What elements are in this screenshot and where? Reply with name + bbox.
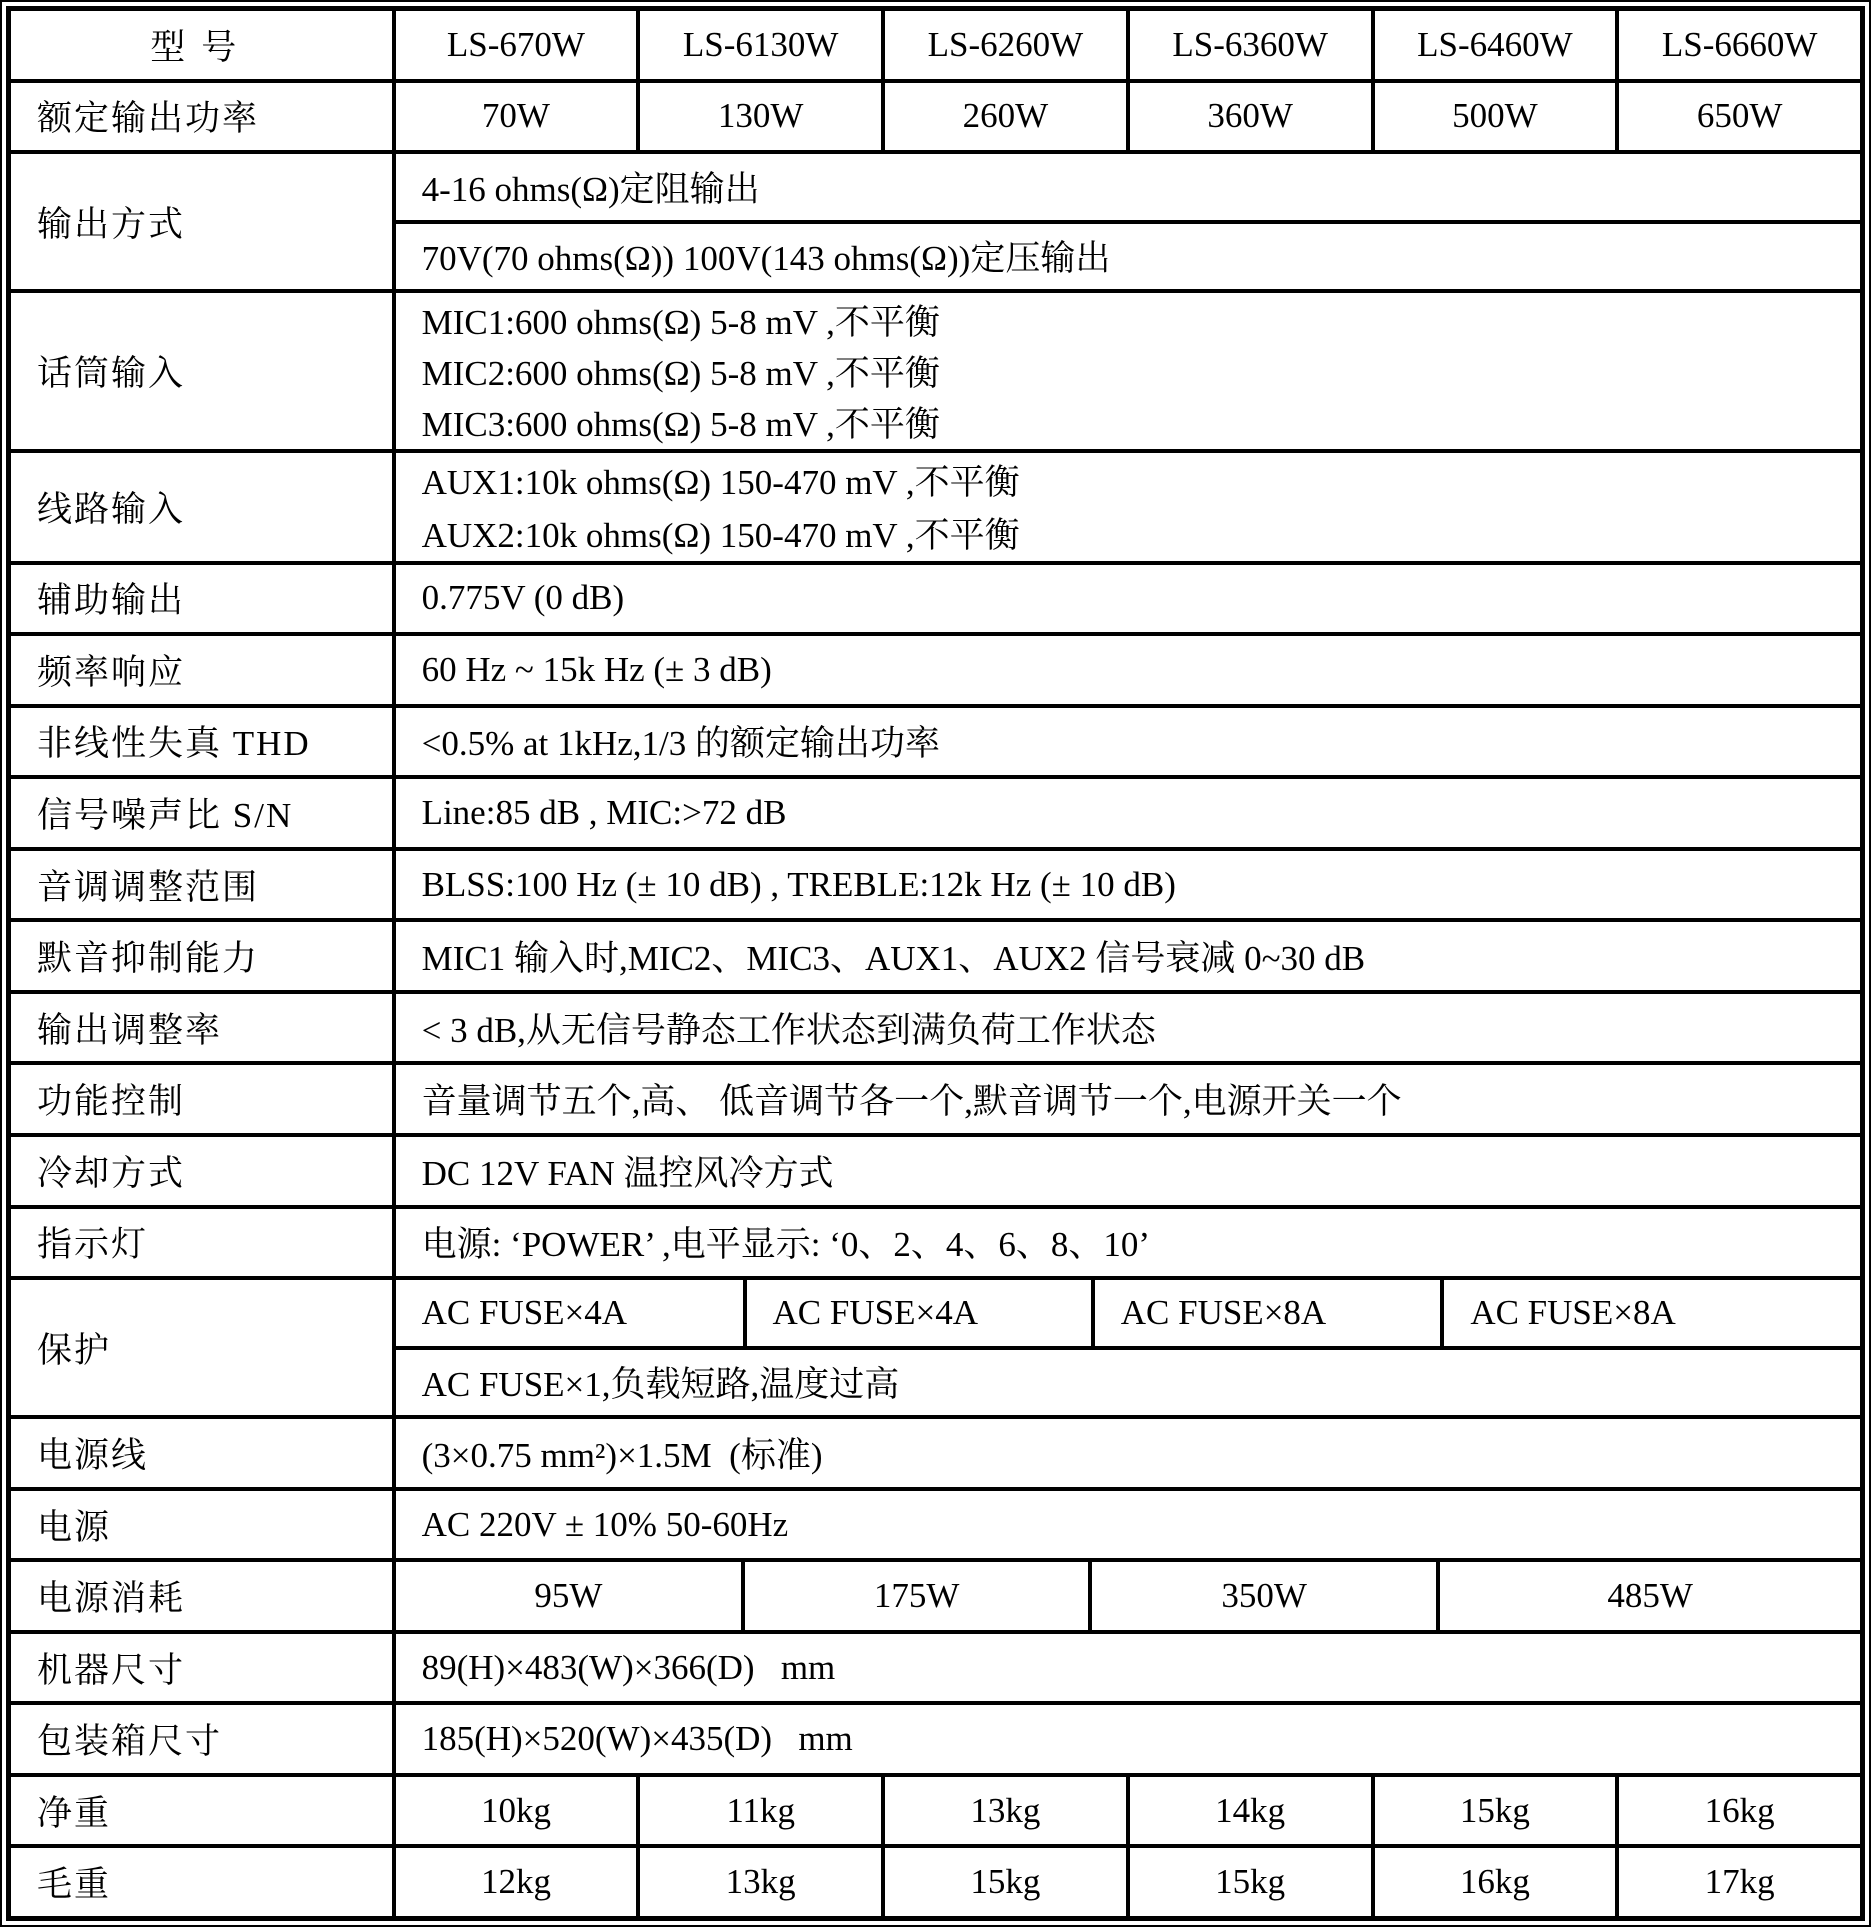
- row-aux-output: [11, 561, 1860, 633]
- power-consumption-value-3: 485W: [1607, 1576, 1693, 1616]
- function-control-label: 功能控制: [11, 1065, 396, 1133]
- function-control-value: 音量调节五个,高、 低音调节各一个,默音调节一个,电源开关一个: [421, 1082, 1402, 1122]
- mic-input-line-0: MIC1:600 ohms(Ω) 5-8 mV ,不平衡: [421, 302, 940, 342]
- output-regulation-label: 输出调整率: [11, 994, 396, 1062]
- group-protection: [11, 1276, 1860, 1415]
- model-value-1: LS-6130W: [640, 11, 885, 79]
- group-output-mode: [11, 150, 1860, 289]
- row-gross-weight: [11, 1844, 1860, 1916]
- rated-power-value-4: 500W: [1375, 83, 1620, 151]
- power-supply-label: 电源: [11, 1491, 396, 1559]
- row-snr: [11, 775, 1860, 847]
- thd-value: <0.5% at 1kHz,1/3 的额定输出功率: [421, 724, 941, 764]
- row-thd: [11, 704, 1860, 776]
- protection-fuse-0: AC FUSE×4A: [396, 1280, 747, 1346]
- tone-range-value: BLSS:100 Hz (± 10 dB) , TREBLE:12k Hz (± 10 dB): [421, 864, 1176, 904]
- protection-fuse-row: [396, 1280, 1860, 1346]
- protection-line-2: AC FUSE×1,负载短路,温度过高: [396, 1346, 1860, 1416]
- unit-size-value: 89(H)×483(W)×366(D) mm: [421, 1647, 836, 1687]
- protection-fuse-1: AC FUSE×4A: [747, 1280, 1095, 1346]
- row-frequency-response: [11, 632, 1860, 704]
- protection-fuse-3: AC FUSE×8A: [1470, 1292, 1676, 1332]
- line-input-line-0: AUX1:10k ohms(Ω) 150-470 mV ,不平衡: [421, 463, 1020, 503]
- net-weight-value-0: 10kg: [396, 1777, 641, 1845]
- gross-weight-value-4: 16kg: [1375, 1848, 1620, 1916]
- model-value-4: LS-6460W: [1375, 11, 1620, 79]
- output-mode-line-0: 4-16 ohms(Ω)定阻输出: [421, 169, 760, 209]
- rated-power-value-2: 260W: [885, 83, 1130, 151]
- carton-size-label: 包装箱尺寸: [11, 1705, 396, 1773]
- indicators-value: 电源: ‘POWER’ ,电平显示: ‘0、2、4、6、8、10’: [421, 1225, 1151, 1265]
- protection-fuse-2: AC FUSE×8A: [1095, 1280, 1445, 1346]
- group-mic-input: [11, 289, 1860, 448]
- model-value-3: LS-6360W: [1130, 11, 1375, 79]
- row-mute-suppression: [11, 918, 1860, 990]
- cooling-value: DC 12V FAN 温控风冷方式: [421, 1153, 834, 1193]
- power-consumption-value-2: 350W: [1092, 1562, 1440, 1630]
- group-line-input: [11, 449, 1860, 561]
- row-carton-size: [11, 1701, 1860, 1773]
- gross-weight-value-5: 17kg: [1704, 1862, 1775, 1902]
- row-power-consumption: [11, 1558, 1860, 1630]
- net-weight-value-5: 16kg: [1704, 1790, 1775, 1830]
- unit-size-label: 机器尺寸: [11, 1634, 396, 1702]
- model-value-5: LS-6660W: [1661, 24, 1818, 64]
- net-weight-value-3: 14kg: [1130, 1777, 1375, 1845]
- rated-power-label: 额定输出功率: [11, 83, 396, 151]
- output-mode-line-1: 70V(70 ohms(Ω)) 100V(143 ohms(Ω))定压输出: [396, 220, 1860, 290]
- row-power-cord: [11, 1415, 1860, 1487]
- aux-output-value: 0.775V (0 dB): [421, 578, 625, 618]
- row-power-supply: [11, 1487, 1860, 1559]
- line-input-line-1: AUX2:10k ohms(Ω) 150-470 mV ,不平衡: [421, 515, 1020, 555]
- row-unit-size: [11, 1630, 1860, 1702]
- rated-power-value-5: 650W: [1696, 96, 1783, 136]
- model-label: 型号: [11, 11, 396, 79]
- net-weight-value-4: 15kg: [1375, 1777, 1620, 1845]
- frequency-response-value: 60 Hz ~ 15k Hz (± 3 dB): [421, 649, 772, 689]
- row-net-weight: [11, 1773, 1860, 1845]
- cooling-label: 冷却方式: [11, 1137, 396, 1205]
- model-value-0: LS-670W: [396, 11, 641, 79]
- line-input-label: 线路输入: [11, 453, 396, 561]
- power-cord-label: 电源线: [11, 1419, 396, 1487]
- net-weight-label: 净重: [11, 1777, 396, 1845]
- power-consumption-label: 电源消耗: [11, 1562, 396, 1630]
- gross-weight-value-0: 12kg: [396, 1848, 641, 1916]
- power-cord-value: (3×0.75 mm²)×1.5M (标准): [421, 1435, 823, 1475]
- rated-power-value-3: 360W: [1130, 83, 1375, 151]
- rated-power-value-1: 130W: [640, 83, 885, 151]
- power-consumption-value-0: 95W: [396, 1562, 746, 1630]
- row-function-control: [11, 1061, 1860, 1133]
- carton-size-value: 185(H)×520(W)×435(D) mm: [421, 1719, 853, 1759]
- net-weight-value-1: 11kg: [640, 1777, 885, 1845]
- row-indicators: [11, 1205, 1860, 1277]
- mute-suppression-value: MIC1 输入时,MIC2、MIC3、AUX1、AUX2 信号衰减 0~30 dB: [421, 939, 1366, 979]
- aux-output-label: 辅助输出: [11, 565, 396, 633]
- power-consumption-value-1: 175W: [745, 1562, 1092, 1630]
- mic-input-line-1: MIC2:600 ohms(Ω) 5-8 mV ,不平衡: [421, 353, 940, 393]
- protection-label: 保护: [11, 1280, 396, 1415]
- frequency-response-label: 频率响应: [11, 636, 396, 704]
- gross-weight-label: 毛重: [11, 1848, 396, 1916]
- tone-range-label: 音调调整范围: [11, 851, 396, 919]
- row-rated-power: [11, 79, 1860, 151]
- indicators-label: 指示灯: [11, 1209, 396, 1277]
- mic-input-label: 话筒输入: [11, 293, 396, 448]
- thd-label: 非线性失真 THD: [11, 708, 396, 776]
- snr-value: Line:85 dB , MIC:>72 dB: [421, 793, 787, 833]
- output-regulation-value: < 3 dB,从无信号静态工作状态到满负荷工作状态: [421, 1010, 1156, 1050]
- gross-weight-value-1: 13kg: [640, 1848, 885, 1916]
- power-supply-value: AC 220V ± 10% 50-60Hz: [421, 1504, 789, 1544]
- row-tone-range: [11, 847, 1860, 919]
- row-cooling: [11, 1133, 1860, 1205]
- mic-input-line-2: MIC3:600 ohms(Ω) 5-8 mV ,不平衡: [421, 405, 940, 445]
- gross-weight-value-2: 15kg: [885, 1848, 1130, 1916]
- row-output-regulation: [11, 990, 1860, 1062]
- spec-table: [6, 6, 1865, 1921]
- rated-power-value-0: 70W: [396, 83, 641, 151]
- row-model: [11, 11, 1860, 79]
- net-weight-value-2: 13kg: [885, 1777, 1130, 1845]
- gross-weight-value-3: 15kg: [1130, 1848, 1375, 1916]
- mute-suppression-label: 默音抑制能力: [11, 922, 396, 990]
- snr-label: 信号噪声比 S/N: [11, 779, 396, 847]
- output-mode-label: 输出方式: [11, 154, 396, 289]
- model-value-2: LS-6260W: [885, 11, 1130, 79]
